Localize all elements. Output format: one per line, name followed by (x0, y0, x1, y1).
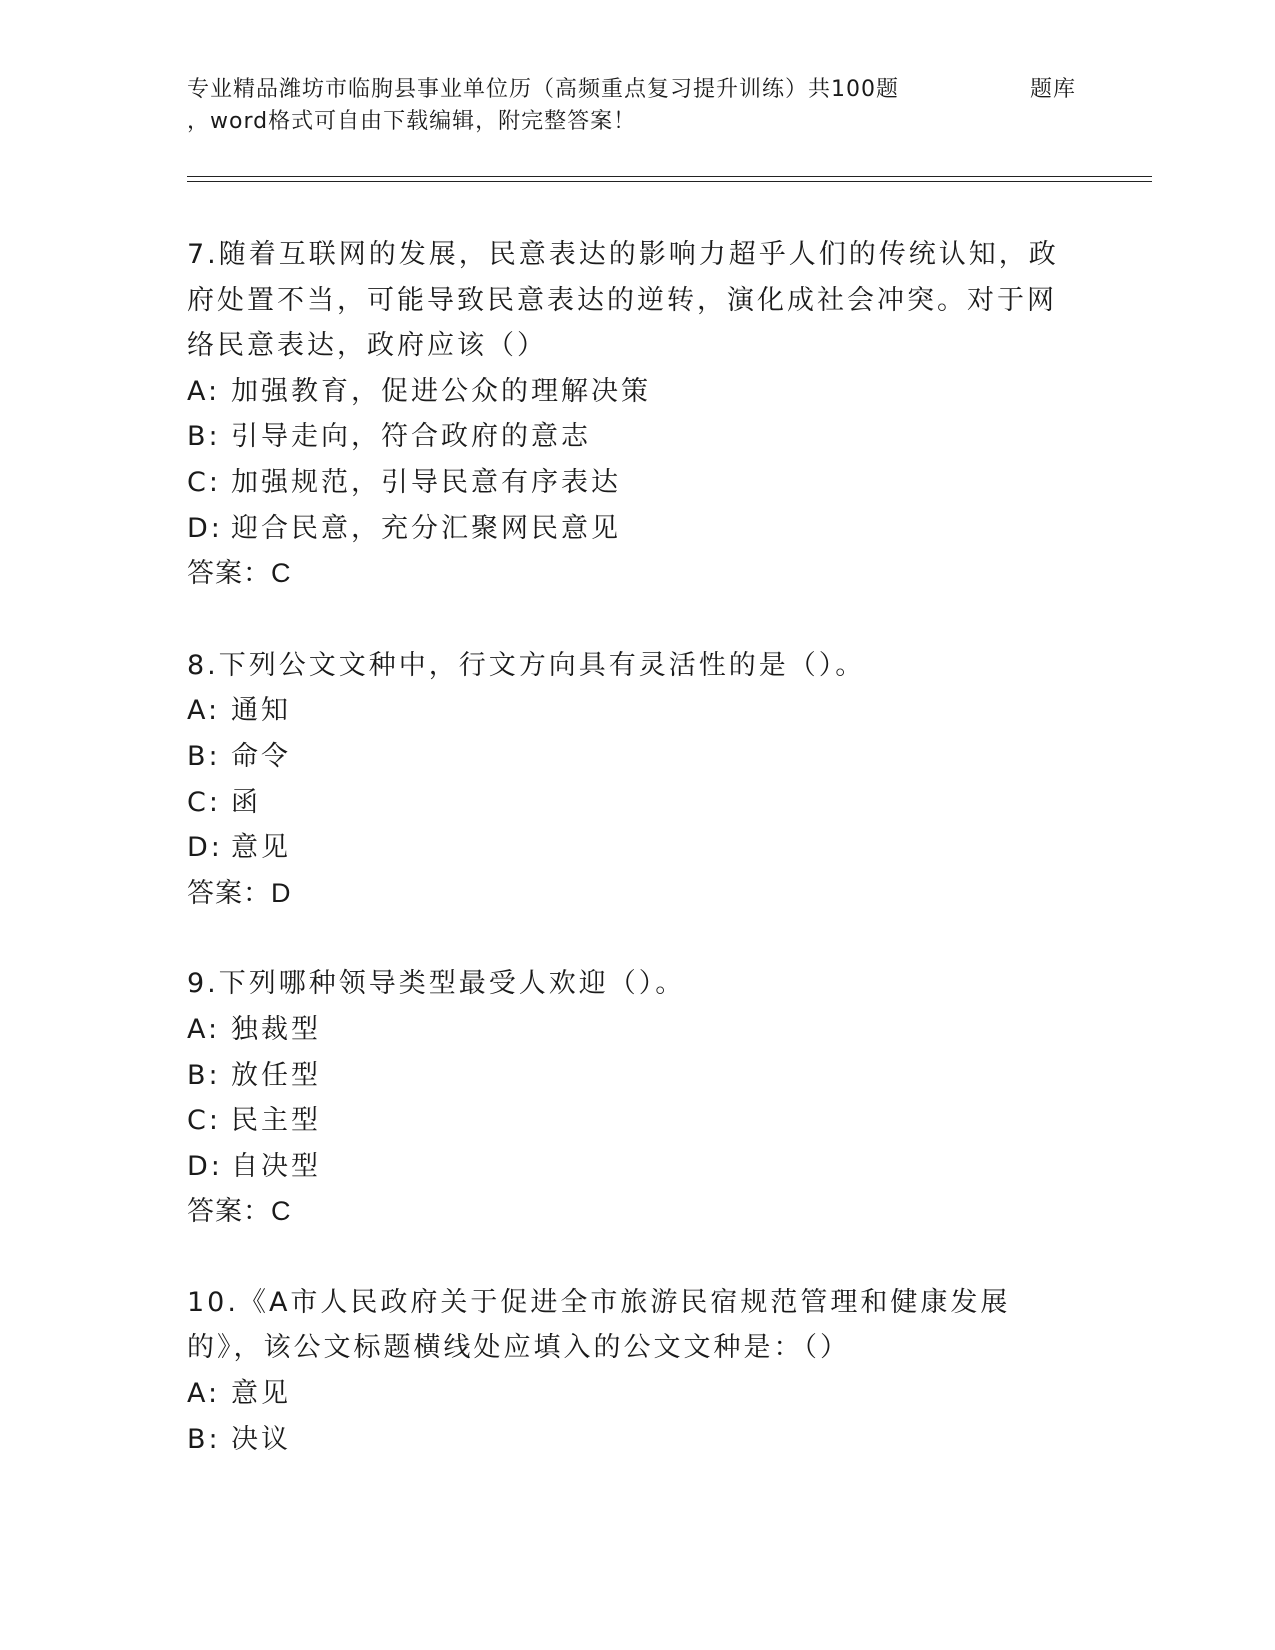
option-text: 迎合民意，充分汇聚网民意见 (231, 512, 621, 544)
question-text (187, 643, 1067, 689)
option-b (187, 734, 1067, 780)
header-divider-bottom (187, 181, 1152, 182)
question-text (187, 961, 1067, 1007)
question-7 (187, 232, 1067, 597)
option-d (187, 506, 1067, 552)
question-number: 8. (187, 649, 219, 681)
option-text: 独裁型 (231, 1013, 321, 1045)
option-a (187, 1007, 1067, 1053)
answer-line: 答案：C (187, 1196, 292, 1227)
option-text: 决议 (231, 1423, 291, 1455)
question-number: 7. (187, 239, 219, 270)
option-text: 加强规范，引导民意有序表达 (231, 466, 621, 498)
option-a (187, 369, 1067, 415)
option-letter: D: (187, 1150, 223, 1182)
answer-line: 答案：C (187, 558, 292, 589)
header-title: 专业精品潍坊市临朐县事业单位历（高频重点复习提升训练）共100题 (187, 77, 899, 102)
question-body: 下列哪种领导类型最受人欢迎（）。 (218, 968, 686, 1000)
option-letter: B: (187, 1423, 221, 1455)
option-letter: B: (187, 740, 221, 772)
option-text: 放任型 (231, 1059, 321, 1091)
option-b (187, 414, 1067, 460)
option-letter: A: (187, 1378, 221, 1410)
header-line-2: ，word格式可自由下载编辑，附完整答案！ (187, 109, 637, 134)
question-body: 下列公文文种中，行文方向具有灵活性的是（）。 (218, 649, 866, 681)
question-8 (187, 643, 1067, 917)
option-b (187, 1417, 1067, 1463)
option-a (187, 688, 1067, 734)
option-text: 意见 (231, 832, 291, 864)
option-d (187, 825, 1067, 871)
option-letter: C: (187, 466, 221, 498)
option-letter: D: (187, 512, 223, 544)
option-letter: B: (187, 421, 221, 453)
header-tag: 题库 (1030, 77, 1077, 102)
option-text: 通知 (231, 695, 291, 727)
answer-line: 答案：D (187, 877, 292, 908)
option-c (187, 460, 1067, 506)
page-header (187, 74, 1147, 138)
question-list (187, 232, 1067, 1507)
question-body: 随着互联网的发展，民意表达的影响力超乎人们的传统认知，政府处置不当，可能导致民意表达的逆转，演化成社会冲突。对于网络民意表达，政府应该（） (187, 239, 1059, 362)
header-line-1 (187, 74, 1147, 106)
question-9 (187, 961, 1067, 1235)
option-letter: D: (187, 832, 223, 864)
option-letter: A: (187, 375, 221, 407)
option-text: 加强教育，促进公众的理解决策 (231, 375, 651, 407)
option-letter: A: (187, 695, 221, 727)
question-10 (187, 1280, 1067, 1462)
option-text: 函 (231, 786, 261, 818)
option-text: 命令 (231, 740, 291, 772)
option-c (187, 1098, 1067, 1144)
question-text (187, 232, 1067, 369)
option-letter: A: (187, 1013, 221, 1045)
option-letter: C: (187, 786, 221, 818)
question-number: 10. (187, 1286, 239, 1318)
option-text: 自决型 (231, 1150, 321, 1182)
question-body: 《A市人民政府关于促进全市旅游民宿规范管理和健康发展的》，该公文标题横线处应填入的公文文种是：（） (187, 1286, 1011, 1364)
option-c (187, 780, 1067, 826)
option-text: 民主型 (231, 1105, 321, 1137)
question-text (187, 1280, 1067, 1371)
option-letter: B: (187, 1059, 221, 1091)
option-letter: C: (187, 1105, 221, 1137)
option-d (187, 1144, 1067, 1190)
option-b (187, 1053, 1067, 1099)
option-a (187, 1371, 1067, 1417)
option-text: 意见 (231, 1378, 291, 1410)
question-number: 9. (187, 968, 219, 1000)
header-divider-top (187, 176, 1152, 177)
option-text: 引导走向，符合政府的意志 (231, 421, 591, 453)
